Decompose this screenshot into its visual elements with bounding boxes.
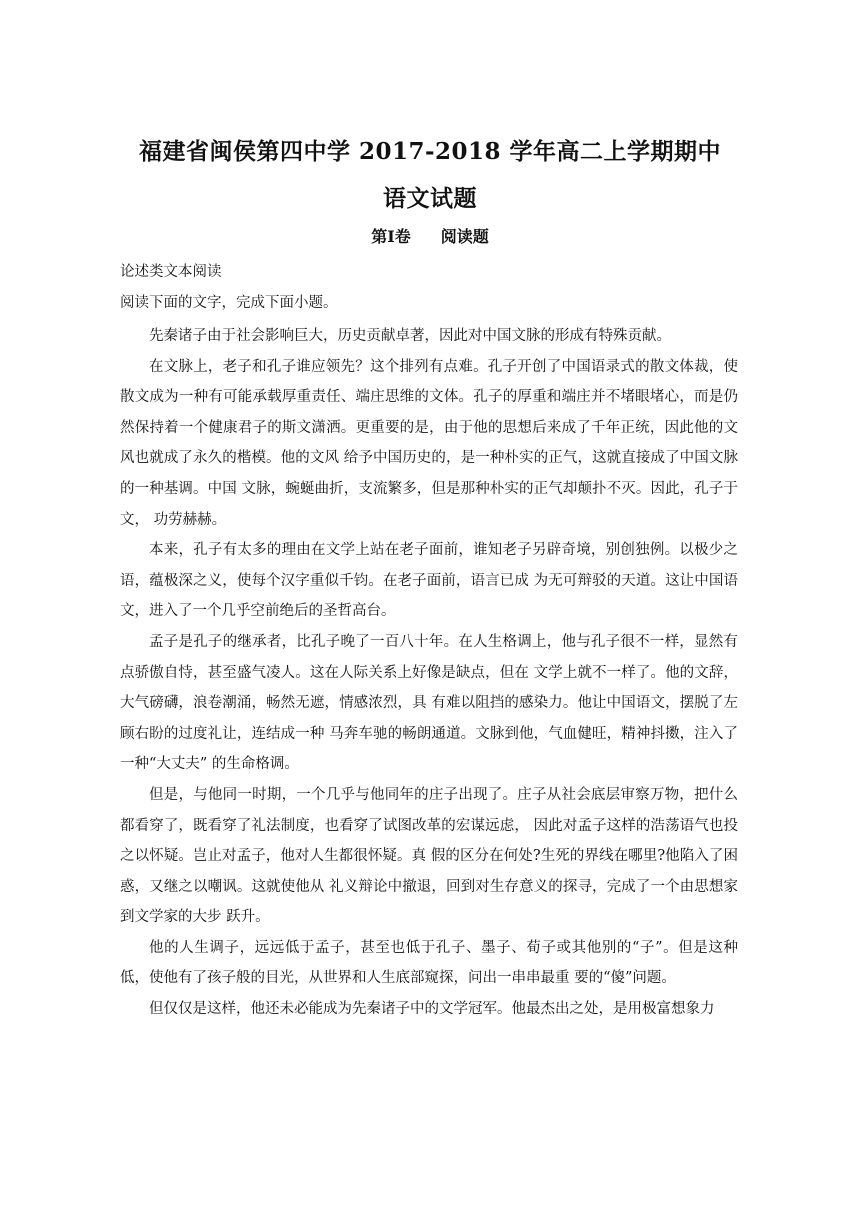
passage-body [120,321,738,1025]
passage-paragraph: 但是，与他同一时期，一个几乎与他同年的庄子出现了。庄子从社会底层审察万物，把什么都看穿了，既看穿了礼法制度，也看穿了试图改革的宏谋远虑， 因此对孟子这样的浩荡语气也投之以怀疑。岂止对孟子，他对人生都很怀疑。真 假的区分在何处?生死的界线在哪里?他陷入了困惑，又继之以嘲讽。这就使他从 礼义辩论中撤退，回到对生存意义的探寻，完成了一个由思想家到文学家的大步 跃升。 [120,786,738,926]
question-category: 论述类文本阅读 [120,264,222,280]
passage-paragraph: 先秦诸子由于社会影响巨大，历史贡献卓著，因此对中国文脉的形成有特殊贡献。 [149,328,671,344]
section-part: 第Ⅰ卷 [371,227,411,246]
passage-paragraph: 本来，孔子有太多的理由在文学上站在老子面前，谁知老子另辟奇境，别创独例。以极少之语，蕴极深之义，使每个汉字重似千钧。在老子面前，语言已成 为无可辩驳的天道。这让中国语文，进入了一个几乎空前绝后的圣哲高台。 [120,542,738,620]
passage-paragraph: 他的人生调子，远远低于孟子，甚至也低于孔子、墨子、荀子或其他别的“子”。但是这种低，使他有了孩子般的目光，从世界和人生底部窥探，问出一串串最重 要的“傻”问题。 [120,939,738,987]
exam-subtitle: 语文试题 [383,185,477,212]
passage-paragraph: 孟子是孔子的继承者，比孔子晚了一百八十年。在人生格调上，他与孔子很不一样，显然有点骄傲自恃，甚至盛气凌人。这在人际关系上好像是缺点，但在 文学上就不一样了。他的文辞，大气磅礴，浪卷潮涌，畅然无遮，情感浓烈，具 有难以阻挡的感染力。他让中国语文，摆脱了左顾右盼的过度礼让，连结成一种 马奔车驰的畅朗通道。文脉到他，气血健旺，精神抖擞，注入了一种“大丈夫” 的生命格调。 [120,633,738,773]
reading-instruction: 阅读下面的文字，完成下面小题。 [120,295,338,311]
section-heading [0,224,860,247]
exam-title: 福建省闽侯第四中学 2017-2018 学年高二上学期期中 [138,138,722,165]
passage-paragraph: 在文脉上，老子和孔子谁应领先？这个排列有点难。孔子开创了中国语录式的散文体裁，使散文成为一种有可能承载厚重责任、端庄思维的文体。孔子的厚重和端庄并不堵眼堵心，而是仍然保持着一个健康君子的斯文潇洒。更重要的是，由于他的思想后来成了千年正统，因此他的文风也就成了永久的楷模。他的文风 给予中国历史的，是一种朴实的正气，这就直接成了中国文脉的一种基调。中国 文脉，蜿蜒曲折，支流繁多，但是那种朴实的正气却颠扑不灭。因此，孔子于文， 功劳赫赫。 [120,358,738,528]
passage-paragraph: 但仅仅是这样，他还未必能成为先秦诸子中的文学冠军。他最杰出之处，是用极富想象力 [149,1001,715,1018]
section-name: 阅读题 [440,227,489,246]
